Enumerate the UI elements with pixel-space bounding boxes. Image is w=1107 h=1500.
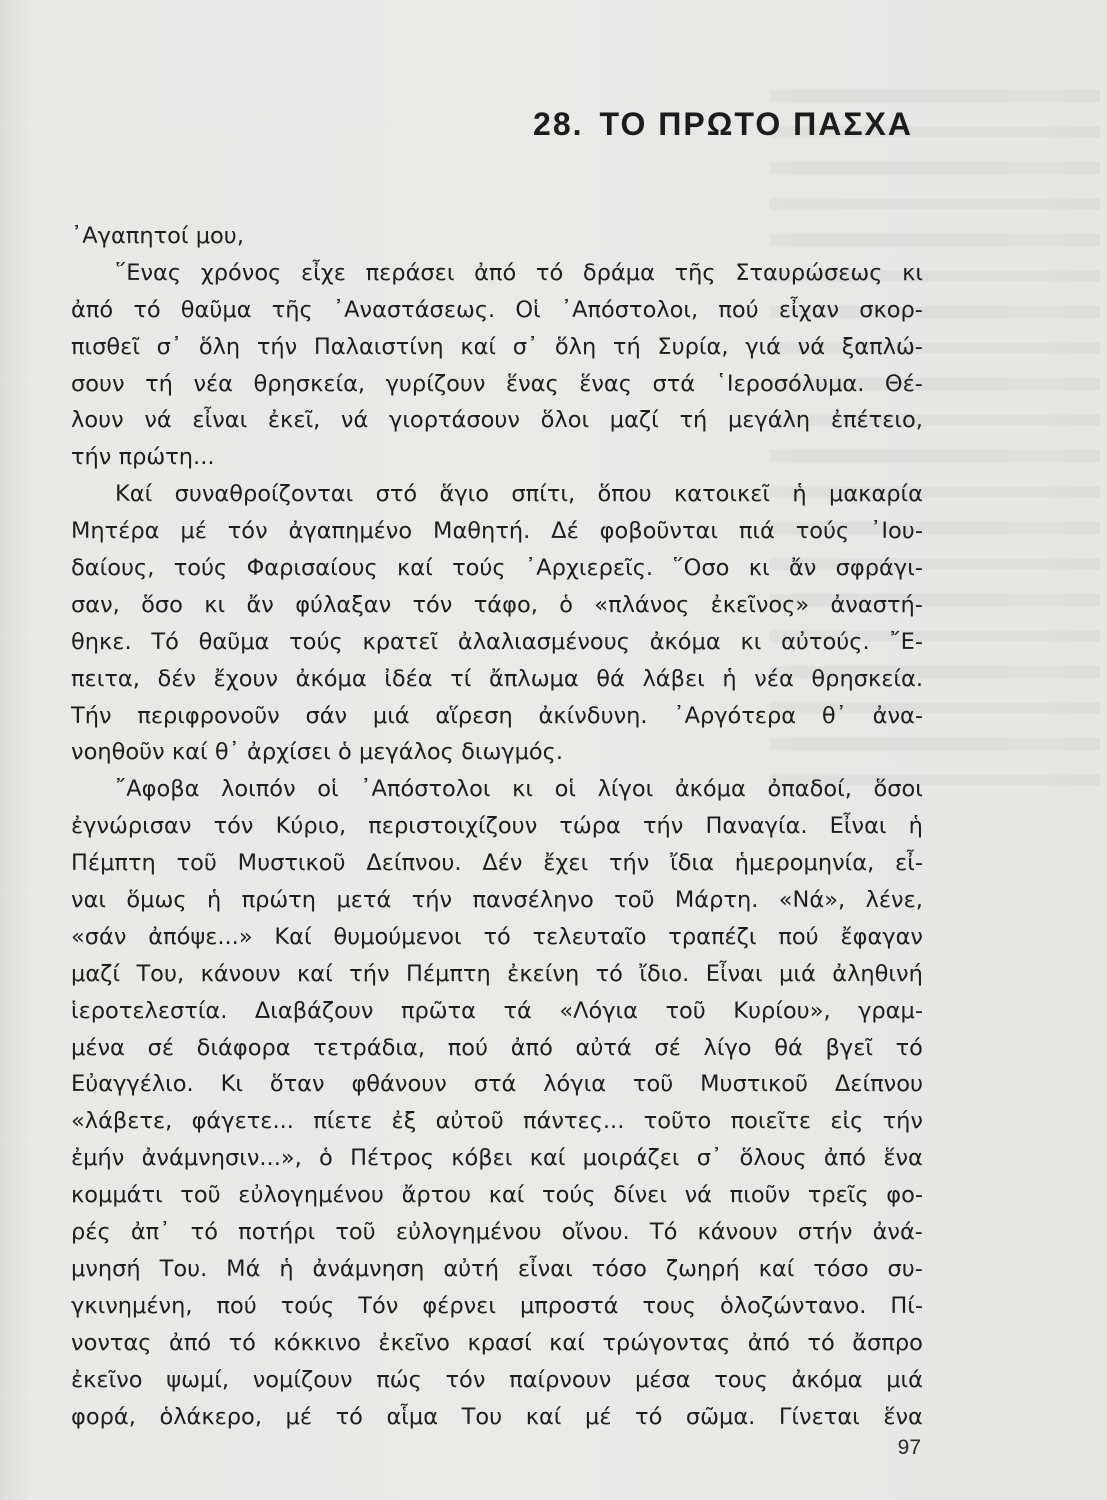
text-line: δαίους, τούς Φαρισαίους καί τούς ᾿Αρχιερεῖς. ῞Οσο κι ἄν σφράγι-: [71, 555, 923, 582]
text-line: πειτα, δέν ἔχουν ἀκόμα ἰδέα τί ἄπλωμα θά λάβει ἡ νέα θρησκεία.: [71, 665, 923, 692]
chapter-title: ΤΟ ΠΡΩΤΟ ΠΑΣΧΑ: [599, 106, 913, 142]
text-line: ρές ἀπ᾿ τό ποτήρι τοῦ εὐλογημένου οἴνου. Τό κάνουν στήν ἀνά-: [71, 1219, 923, 1246]
text-line: «σάν ἀπόψε...» Καί θυμούμενοι τό τελευταῖο τραπέζι πού ἔφαγαν: [71, 923, 923, 950]
text-line: γκινημένη, πού τούς Τόν φέρνει μπροστά τους ὁλοζώντανο. Πί-: [71, 1292, 923, 1319]
text-line: σαν, ὅσο κι ἄν φύλαξαν τόν τάφο, ὁ «πλάνος ἐκεῖνος» ἀναστή-: [71, 591, 923, 618]
text-line: μαζί Του, κάνουν καί τήν Πέμπτη ἐκείνη τό ἴδιο. Εἶναι μιά ἀληθινή: [71, 960, 923, 987]
chapter-number: 28.: [533, 106, 584, 142]
text-line: ᾿Αγαπητοί μου,: [71, 223, 244, 249]
text-line: ῞Ενας χρόνος εἶχε περάσει ἀπό τό δράμα τῆς Σταυρώσεως κι: [115, 259, 923, 286]
text-line: λουν νά εἶναι ἐκεῖ, νά γιορτάσουν ὅλοι μαζί τή μεγάλη ἐπέτειο,: [71, 407, 923, 434]
text-line: σουν τή νέα θρησκεία, γυρίζουν ἕνας ἕνας στά ῾Ιεροσόλυμα. Θέ-: [71, 370, 923, 397]
text-line: Μητέρα μέ τόν ἀγαπημένο Μαθητή. Δέ φοβοῦνται πιά τούς ᾿Ιου-: [71, 518, 923, 545]
text-line: φορά, ὁλάκερο, μέ τό αἷμα Του καί μέ τό σῶμα. Γίνεται ἕνα: [71, 1403, 923, 1430]
text-line: ἱεροτελεστία. Διαβάζουν πρῶτα τά «Λόγια τοῦ Κυρίου», γραμ-: [71, 997, 923, 1024]
text-line: Πέμπτη τοῦ Μυστικοῦ Δείπνου. Δέν ἔχει τήν ἴδια ἡμερομηνία, εἶ-: [71, 850, 923, 877]
text-line: Εὐαγγέλιο. Κι ὅταν φθάνουν στά λόγια τοῦ Μυστικοῦ Δείπνου: [71, 1071, 923, 1098]
text-line: μνησή Του. Μά ἡ ἀνάμνηση αὐτή εἶναι τόσο ζωηρή καί τόσο συ-: [71, 1255, 923, 1282]
text-line: Τήν περιφρονοῦν σάν μιά αἵρεση ἀκίνδυνη. ᾿Αργότερα θ᾿ ἀνα-: [71, 702, 923, 729]
text-line: νοντας ἀπό τό κόκκινο ἐκεῖνο κρασί καί τρώγοντας ἀπό τό ἄσπρο: [71, 1329, 923, 1356]
text-line: ἀπό τό θαῦμα τῆς ᾿Αναστάσεως. Οἱ ᾿Απόστολοι, πού εἶχαν σκορ-: [71, 296, 923, 323]
text-line: κομμάτι τοῦ εὐλογημένου ἄρτου καί τούς δίνει νά πιοῦν τρεῖς φο-: [71, 1182, 923, 1209]
chapter-heading: [533, 106, 913, 143]
text-line: ναι ὅμως ἡ πρώτη μετά τήν πανσέληνο τοῦ Μάρτη. «Νά», λένε,: [71, 887, 923, 914]
text-line: νοηθοῦν καί θ᾿ ἀρχίσει ὁ μεγάλος διωγμός.: [71, 739, 564, 766]
text-line: πισθεῖ σ᾿ ὅλη τήν Παλαιστίνη καί σ᾿ ὅλη τή Συρία, γιά νά ξαπλώ-: [71, 333, 923, 360]
text-line: τήν πρώτη...: [71, 444, 215, 471]
text-line: ἐμήν ἀνάμνησιν...», ὁ Πέτρος κόβει καί μοιράζει σ᾿ ὅλους ἀπό ἕνα: [71, 1145, 923, 1172]
text-line: Καί συναθροίζονται στό ἅγιο σπίτι, ὅπου κατοικεῖ ἡ μακαρία: [115, 481, 923, 508]
text-line: ἐγνώρισαν τόν Κύριο, περιστοιχίζουν τώρα τήν Παναγία. Εἶναι ἡ: [71, 813, 923, 840]
text-line: θηκε. Τό θαῦμα τούς κρατεῖ ἀλαλιασμένους ἀκόμα κι αὐτούς. ῎Ε-: [71, 628, 923, 655]
text-line: μένα σέ διάφορα τετράδια, πού ἀπό αὐτά σέ λίγο θά βγεῖ τό: [71, 1034, 923, 1061]
text-line: ἐκεῖνο ψωμί, νομίζουν πώς τόν παίρνουν μέσα τους ἀκόμα μιά: [71, 1366, 923, 1393]
text-line: «λάβετε, φάγετε... πίετε ἐξ αὐτοῦ πάντες... τοῦτο ποιεῖτε εἰς τήν: [71, 1108, 923, 1135]
body-text: [71, 218, 923, 1435]
page-number: 97: [897, 1436, 921, 1459]
text-line: ῎Αφοβα λοιπόν οἱ ᾿Απόστολοι κι οἱ λίγοι ἀκόμα ὀπαδοί, ὅσοι: [115, 776, 923, 803]
